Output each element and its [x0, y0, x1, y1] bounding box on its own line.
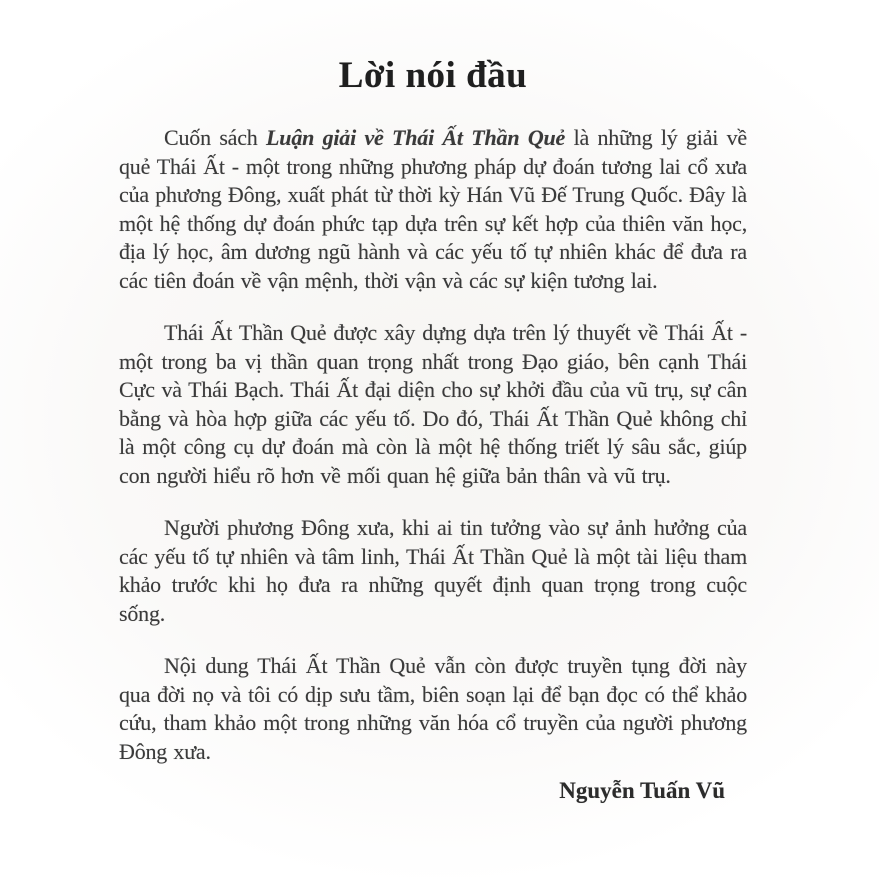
author-signature: Nguyễn Tuấn Vũ	[559, 778, 725, 803]
book-title-emphasis: Luận giải về Thái Ất Thần Quẻ	[266, 125, 566, 150]
paragraph-4: Nội dung Thái Ất Thần Quẻ vẫn còn được truyền tụng đời này qua đời nọ và tôi có dịp sưu tầm, biên soạn lại để bạn đọc có thể khảo cứu, tham khảo một trong những văn hóa cổ truyền của người phương Đông xưa.	[119, 653, 747, 764]
preface-body	[119, 124, 747, 766]
paragraph-3: Người phương Đông xưa, khi ai tin tưởng vào sự ảnh hưởng của các yếu tố tự nhiên và tâm linh, Thái Ất Thần Quẻ là một tài liệu tham khảo trước khi họ đưa ra những quyết định quan trọng trong cuộc sống.	[119, 515, 747, 626]
paragraph-2: Thái Ất Thần Quẻ được xây dựng dựa trên lý thuyết về Thái Ất - một trong ba vị thần quan trọng nhất trong Đạo giáo, bên cạnh Thái Cực và Thái Bạch. Thái Ất đại diện cho sự khởi đầu của vũ trụ, sự cân bằng và hòa hợp giữa các yếu tố. Do đó, Thái Ất Thần Quẻ không chỉ là một công cụ dự đoán mà còn là một hệ thống triết lý sâu sắc, giúp con người hiểu rõ hơn về mối quan hệ giữa bản thân và vũ trụ.	[119, 320, 747, 488]
paragraph-1-rest: là những lý giải về quẻ Thái Ất - một trong những phương pháp dự đoán tương lai cổ xưa của phương Đông, xuất phát từ thời kỳ Hán Vũ Đế Trung Quốc. Đây là một hệ thống dự đoán phức tạp dựa trên sự kết hợp của thiên văn học, địa lý học, âm dương ngũ hành và các yếu tố tự nhiên khác để đưa ra các tiên đoán về vận mệnh, thời vận và các sự kiện tương lai.	[119, 125, 747, 293]
preface-content	[119, 0, 747, 804]
paragraph-1	[119, 124, 747, 295]
page-title: Lời nói đầu	[338, 55, 528, 96]
paragraph-1-lead: Cuốn sách	[164, 125, 267, 150]
